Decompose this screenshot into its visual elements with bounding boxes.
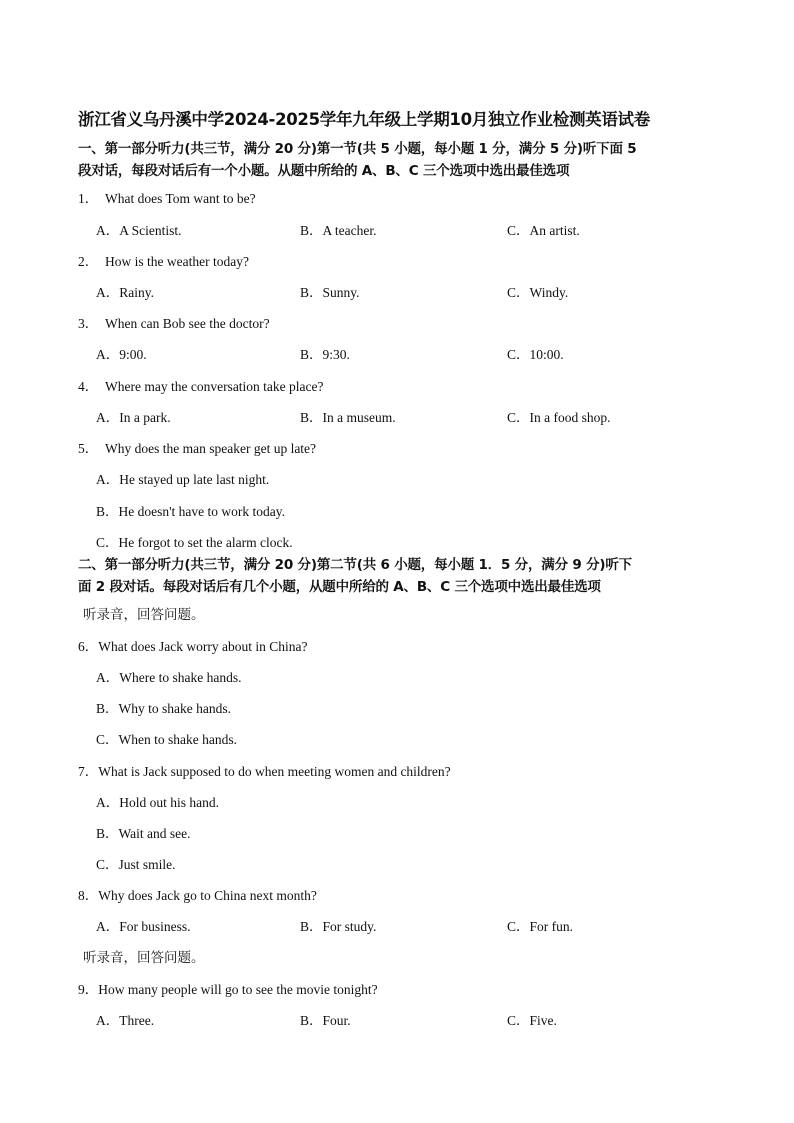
- q8-option-a: A．For business.: [96, 919, 191, 934]
- question-number: 1．: [78, 191, 99, 206]
- question-2: [78, 250, 249, 270]
- q9-option-c: C．Five.: [507, 1013, 557, 1028]
- q1-option-a: A．A Scientist.: [96, 223, 182, 238]
- q4-option-a: A．In a park.: [96, 410, 171, 425]
- q7-option-b: B．Wait and see.: [96, 826, 191, 841]
- listening-instruction: 听录音，回答问题。: [83, 607, 205, 623]
- listening-instruction: 听录音，回答问题。: [83, 950, 205, 966]
- q3-option-c: C．10:00.: [507, 347, 564, 362]
- q4-option-b: B．In a museum.: [300, 410, 396, 425]
- q7-option-a: A．Hold out his hand.: [96, 795, 219, 810]
- q9-option-b: B．Four.: [300, 1013, 351, 1028]
- question-text: Why does the man speaker get up late?: [105, 441, 317, 456]
- q6-option-c: C．When to shake hands.: [96, 732, 237, 747]
- question-6: 6．What does Jack worry about in China?: [78, 639, 308, 654]
- question-7: 7．What is Jack supposed to do when meeting women and children?: [78, 764, 451, 779]
- question-4: [78, 375, 324, 395]
- exam-title: 浙江省义乌丹溪中学2024-2025学年九年级上学期10月独立作业检测英语试卷: [78, 110, 650, 129]
- q4-option-c: C．In a food shop.: [507, 410, 611, 425]
- q5-option-c: C．He forgot to set the alarm clock.: [96, 535, 293, 550]
- section-2-heading: [78, 554, 718, 598]
- q7-option-c: C．Just smile.: [96, 857, 176, 872]
- q1-option-b: B．A teacher.: [300, 223, 377, 238]
- question-1: [78, 187, 256, 207]
- q8-option-c: C．For fun.: [507, 919, 574, 934]
- question-3: [78, 312, 270, 332]
- question-number: 5．: [78, 441, 99, 456]
- q5-option-b: B．He doesn't have to work today.: [96, 504, 286, 519]
- section-2-line-1: 二、第一部分听力(共三节，满分 20 分)第二节(共 6 小题，每小题 1．5 分，满分 9 分)听下: [78, 557, 632, 573]
- question-text: When can Bob see the doctor?: [105, 316, 270, 331]
- section-1-line-2: 段对话，每段对话后有一个小题。从题中所给的 A、B、C 三个选项中选出最佳选项: [78, 163, 570, 179]
- question-5: [78, 437, 316, 457]
- q9-option-a: A．Three.: [96, 1013, 155, 1028]
- q6-option-b: B．Why to shake hands.: [96, 701, 231, 716]
- q5-option-a: A．He stayed up late last night.: [96, 472, 270, 487]
- q2-option-c: C．Windy.: [507, 285, 569, 300]
- q3-option-a: A．9:00.: [96, 347, 147, 362]
- question-number: 2．: [78, 254, 99, 269]
- question-number: 4．: [78, 379, 99, 394]
- question-text: How is the weather today?: [105, 254, 249, 269]
- q3-option-b: B．9:30.: [300, 347, 350, 362]
- section-1-heading: [78, 138, 718, 182]
- question-9: 9．How many people will go to see the movie tonight?: [78, 982, 378, 997]
- question-text: What does Tom want to be?: [105, 191, 256, 206]
- section-1-line-1: 一、第一部分听力(共三节，满分 20 分)第一节(共 5 小题，每小题 1 分，满分 5 分)听下面 5: [78, 141, 637, 157]
- q1-option-c: C．An artist.: [507, 223, 580, 238]
- section-2-line-2: 面 2 段对话。每段对话后有几个小题，从题中所给的 A、B、C 三个选项中选出最佳选项: [78, 579, 601, 595]
- q2-option-a: A．Rainy.: [96, 285, 154, 300]
- question-text: Where may the conversation take place?: [105, 379, 324, 394]
- question-8: 8．Why does Jack go to China next month?: [78, 888, 317, 903]
- q2-option-b: B．Sunny.: [300, 285, 360, 300]
- question-number: 3．: [78, 316, 99, 331]
- q8-option-b: B．For study.: [300, 919, 377, 934]
- q6-option-a: A．Where to shake hands.: [96, 670, 242, 685]
